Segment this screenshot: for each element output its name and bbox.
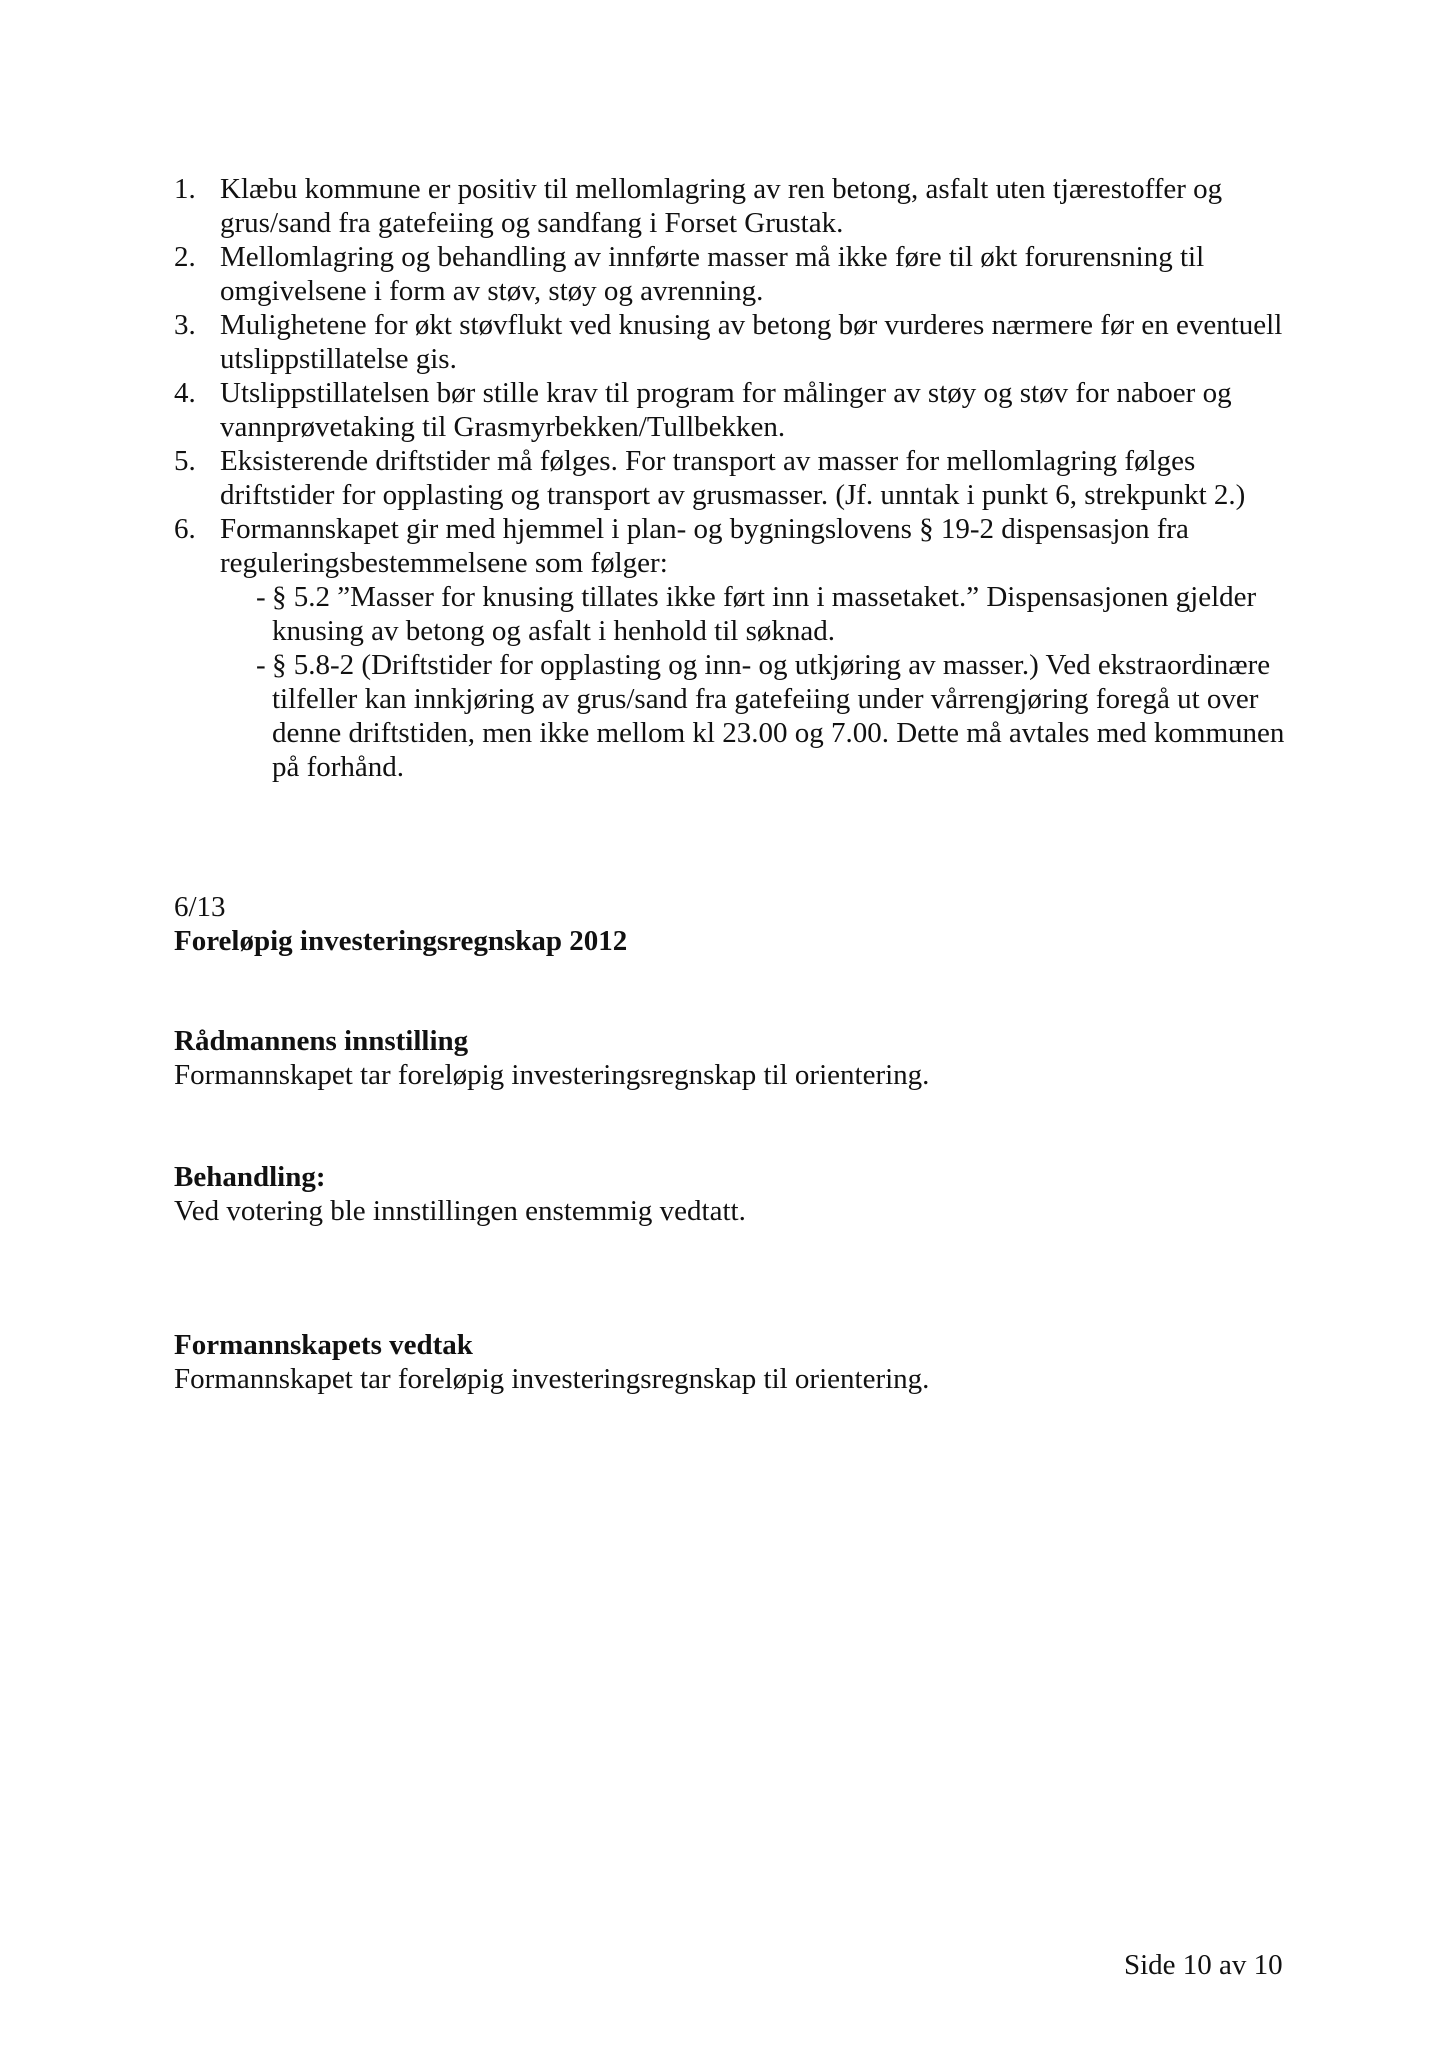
decision-text: Formannskapet tar foreløpig investeringsregnskap til orientering. [174, 1363, 930, 1395]
sublist-item-text: § 5.2 ”Masser for knusing tillates ikke ført inn i massetaket.” Dispensasjonen gjelder knusing av betong og asfalt i henhold til søknad. [272, 581, 1257, 647]
dispensation-sublist [256, 580, 1304, 784]
list-item-text: Klæbu kommune er positiv til mellomlagring av ren betong, asfalt uten tjærestoffer og grus/sand fra gatefeiing og sandfang i Forset Grustak. [220, 173, 1223, 239]
list-item [174, 240, 1304, 308]
recommendation-heading: Rådmannens innstilling [174, 1025, 469, 1057]
case-header [174, 890, 1304, 958]
list-item [174, 512, 1304, 784]
sublist-dash: - [256, 649, 266, 681]
list-item-number: 4. [174, 377, 196, 409]
list-item-number: 1. [174, 173, 196, 205]
treatment-text: Ved votering ble innstillingen enstemmig vedtatt. [174, 1195, 746, 1227]
list-item-text: Eksisterende driftstider må følges. For transport av masser for mellomlagring følges driftstider for opplasting og transport av grusmasser. (Jf. unntak i punkt 6, strekpunkt 2.) [220, 445, 1246, 511]
list-item-text: Formannskapet gir med hjemmel i plan- og bygningslovens § 19-2 dispensasjon fra reguleringsbestemmelsene som følger: [220, 513, 1189, 579]
treatment-section [174, 1160, 1304, 1228]
list-item [174, 444, 1304, 512]
treatment-heading: Behandling: [174, 1161, 326, 1193]
case-title: Foreløpig investeringsregnskap 2012 [174, 925, 628, 957]
list-item-number: 5. [174, 445, 196, 477]
recommendation-section [174, 1024, 1304, 1092]
case-number: 6/13 [174, 891, 226, 923]
list-item-text: Mellomlagring og behandling av innførte masser må ikke føre til økt forurensning til omgivelsene i form av støv, støy og avrenning. [220, 241, 1205, 307]
sublist-item [256, 648, 1304, 784]
sublist-item [256, 580, 1304, 648]
recommendation-text: Formannskapet tar foreløpig investeringsregnskap til orientering. [174, 1059, 930, 1091]
numbered-list [174, 172, 1304, 784]
decision-heading: Formannskapets vedtak [174, 1329, 473, 1361]
list-item [174, 308, 1304, 376]
list-item [174, 172, 1304, 240]
list-item-text: Utslippstillatelsen bør stille krav til program for målinger av støy og støv for naboer og vannprøvetaking til Grasmyrbekken/Tullbekken. [220, 377, 1232, 443]
list-item [174, 376, 1304, 444]
list-item-number: 2. [174, 241, 196, 273]
decision-section [174, 1328, 1304, 1396]
page-number: Side 10 av 10 [1124, 1949, 1283, 1981]
list-item-number: 3. [174, 309, 196, 341]
sublist-item-text: § 5.8-2 (Driftstider for opplasting og inn- og utkjøring av masser.) Ved ekstraordinære tilfeller kan innkjøring av grus/sand fra gatefeiing under vårrengjøring foregå ut over denne driftstiden, men ikke mellom kl 23.00 og 7.00. Dette må avtales med kommunen på forhånd. [272, 649, 1285, 783]
list-item-text: Mulighetene for økt støvflukt ved knusing av betong bør vurderes nærmere før en eventuell utslippstillatelse gis. [220, 309, 1283, 375]
list-item-number: 6. [174, 513, 196, 545]
sublist-dash: - [256, 581, 266, 613]
